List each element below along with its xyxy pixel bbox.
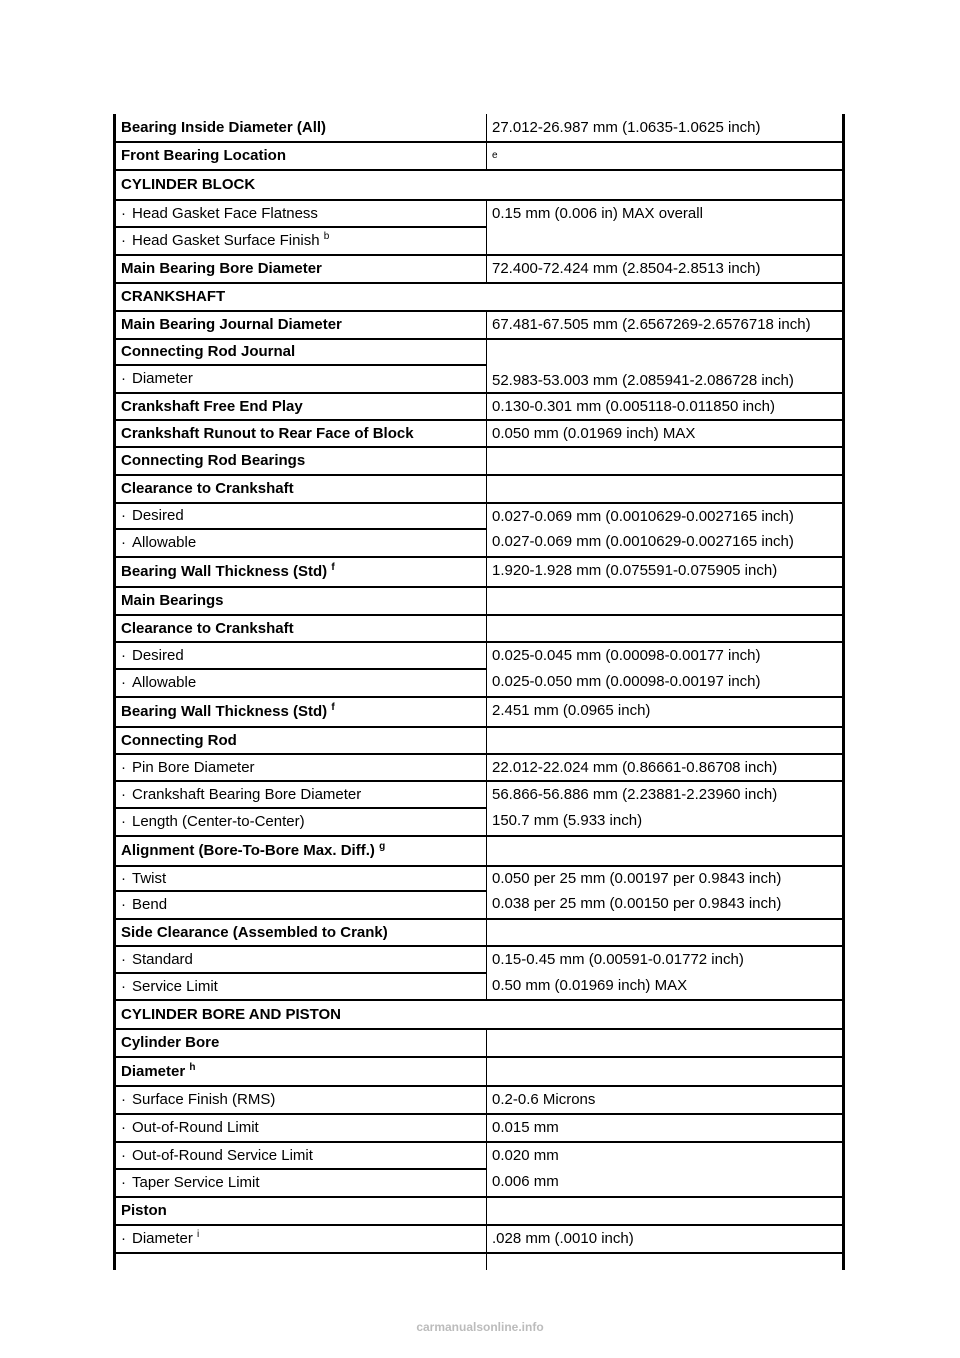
row-label — [115, 1057, 487, 1086]
row-label-text: Allowable — [132, 534, 197, 551]
row-label: Clearance to Crankshaft — [115, 615, 487, 642]
row-label-text: Twist — [132, 869, 167, 887]
table-row — [115, 339, 844, 365]
section-header-row — [115, 170, 844, 200]
table-row — [115, 114, 844, 142]
row-label — [115, 557, 487, 587]
row-label: Crankshaft Runout to Rear Face of Block — [115, 420, 487, 447]
footnote-marker: f — [331, 702, 335, 713]
bullet: · — [121, 896, 126, 913]
row-value: 0.006 mm — [487, 1169, 844, 1197]
row-value: 0.15-0.45 mm (0.00591-0.01772 inch) — [487, 946, 844, 973]
table-row — [115, 615, 844, 642]
row-label-text: Desired — [132, 646, 184, 664]
table-row — [115, 475, 844, 503]
row-label-text: Head Gasket Face Flatness — [132, 204, 318, 222]
row-value-empty — [487, 475, 844, 503]
table-row — [115, 503, 844, 529]
row-label-text: Crankshaft Bearing Bore Diameter — [132, 785, 362, 803]
row-label — [115, 642, 487, 669]
row-label-text: Pin Bore Diameter — [132, 758, 255, 776]
row-label — [115, 227, 487, 255]
row-label: Piston — [115, 1197, 487, 1225]
row-label — [115, 529, 487, 557]
table-row — [115, 529, 844, 557]
bullet: · — [121, 507, 126, 524]
table-row — [115, 393, 844, 420]
row-value-empty — [487, 1253, 844, 1270]
row-label: Cylinder Bore — [115, 1029, 487, 1057]
row-label-text: Diameter — [132, 1230, 193, 1247]
row-value: 22.012-22.024 mm (0.86661-0.86708 inch) — [487, 754, 844, 781]
row-label — [115, 1086, 487, 1114]
row-label — [115, 808, 487, 836]
bullet: · — [121, 534, 126, 551]
table-row — [115, 255, 844, 283]
row-label: Front Bearing Location — [115, 142, 487, 170]
row-label: Main Bearing Bore Diameter — [115, 255, 487, 283]
row-label-text: Service Limit — [132, 977, 218, 995]
watermark: carmanualsonline.info — [416, 1320, 544, 1334]
row-value: 0.130-0.301 mm (0.005118-0.011850 inch) — [487, 393, 844, 420]
table-row — [115, 727, 844, 754]
row-label-text: Head Gasket Surface Finish — [132, 232, 320, 249]
row-value: 0.020 mm — [487, 1142, 844, 1169]
table-row — [115, 1114, 844, 1142]
table-row — [115, 420, 844, 447]
table-row — [115, 866, 844, 891]
table-row — [115, 200, 844, 227]
row-value: 27.012-26.987 mm (1.0635-1.0625 inch) — [487, 114, 844, 142]
section-header: CRANKSHAFT — [115, 283, 844, 311]
bullet: · — [121, 1174, 126, 1191]
row-label — [115, 365, 487, 393]
row-label — [115, 1225, 487, 1253]
row-value-empty — [487, 447, 844, 475]
footnote-marker: h — [189, 1061, 196, 1073]
table-row — [115, 973, 844, 1000]
table-row — [115, 781, 844, 808]
row-value: 0.050 per 25 mm (0.00197 per 0.9843 inch) — [487, 866, 844, 891]
row-label — [115, 1114, 487, 1142]
row-value: 67.481-67.505 mm (2.6567269-2.6576718 inch) — [487, 311, 844, 339]
section-header: CYLINDER BORE AND PISTON — [115, 1000, 844, 1029]
bullet: · — [121, 204, 126, 222]
row-label — [115, 973, 487, 1000]
bullet: · — [121, 232, 126, 249]
row-label: Connecting Rod Journal — [115, 339, 487, 365]
row-label-text: Allowable — [132, 674, 197, 691]
footnote-marker: f — [331, 562, 335, 573]
bullet: · — [121, 950, 126, 968]
row-label-text: Out-of-Round Service Limit — [132, 1146, 313, 1164]
row-label — [115, 669, 487, 697]
table-row — [115, 836, 844, 866]
row-label-text: Diameter — [132, 370, 193, 387]
row-value: 0.015 mm — [487, 1114, 844, 1142]
bullet: · — [121, 370, 126, 387]
row-value: 52.983-53.003 mm (2.085941-2.086728 inch) — [487, 339, 844, 393]
table-row — [115, 697, 844, 727]
row-value: 0.025-0.045 mm (0.00098-0.00177 inch) — [487, 642, 844, 669]
row-label — [115, 836, 487, 866]
table-row — [115, 142, 844, 170]
row-value-empty — [487, 727, 844, 754]
row-value: 0.027-0.069 mm (0.0010629-0.0027165 inch) — [487, 503, 844, 529]
row-label: Crankshaft Free End Play — [115, 393, 487, 420]
row-value: 1.920-1.928 mm (0.075591-0.075905 inch) — [487, 557, 844, 587]
row-label: Side Clearance (Assembled to Crank) — [115, 919, 487, 946]
bullet: · — [121, 646, 126, 664]
table-row — [115, 946, 844, 973]
table-row — [115, 891, 844, 919]
row-label: Clearance to Crankshaft — [115, 475, 487, 503]
footnote-marker: i — [197, 1229, 200, 1240]
row-label-empty — [115, 1253, 487, 1270]
row-value: e — [487, 142, 844, 170]
bullet: · — [121, 1091, 126, 1108]
table-row-partial — [115, 1253, 844, 1270]
row-value: 56.866-56.886 mm (2.23881-2.23960 inch) — [487, 781, 844, 808]
bullet: · — [121, 758, 126, 776]
table-row — [115, 587, 844, 615]
row-label — [115, 1142, 487, 1169]
bullet: · — [121, 869, 126, 887]
row-value-empty — [487, 1029, 844, 1057]
row-value: 150.7 mm (5.933 inch) — [487, 808, 844, 836]
table-row — [115, 1197, 844, 1225]
row-label-text: Length (Center-to-Center) — [132, 813, 305, 830]
row-label-text: Alignment (Bore-To-Bore Max. Diff.) — [121, 842, 375, 859]
row-value-empty — [487, 615, 844, 642]
row-label: Bearing Inside Diameter (All) — [115, 114, 487, 142]
row-label: Connecting Rod Bearings — [115, 447, 487, 475]
row-value: .028 mm (.0010 inch) — [487, 1225, 844, 1253]
row-label — [115, 697, 487, 727]
row-label-text: Surface Finish (RMS) — [132, 1091, 276, 1108]
table-row — [115, 1225, 844, 1253]
row-label-text: Diameter — [121, 1062, 186, 1080]
row-label: Connecting Rod — [115, 727, 487, 754]
row-label-text: Bearing Wall Thickness (Std) — [121, 703, 328, 720]
table-row — [115, 557, 844, 587]
row-value: 0.050 mm (0.01969 inch) MAX — [487, 420, 844, 447]
bullet: · — [121, 1119, 126, 1136]
row-label — [115, 754, 487, 781]
row-value: 2.451 mm (0.0965 inch) — [487, 697, 844, 727]
section-header-row — [115, 1000, 844, 1029]
row-label-text: Bearing Wall Thickness (Std) — [121, 563, 328, 580]
row-value-empty — [487, 836, 844, 866]
row-value-empty — [487, 1197, 844, 1225]
table-row — [115, 754, 844, 781]
row-value-empty — [487, 587, 844, 615]
row-label — [115, 503, 487, 529]
row-value: 0.15 mm (0.006 in) MAX overall — [487, 200, 844, 255]
footnote-marker: b — [323, 231, 330, 242]
bullet: · — [121, 1146, 126, 1164]
row-label — [115, 946, 487, 973]
row-value: 0.038 per 25 mm (0.00150 per 0.9843 inch) — [487, 891, 844, 919]
table-row — [115, 1029, 844, 1057]
row-label-text: Desired — [132, 507, 184, 524]
row-label — [115, 891, 487, 919]
table-row — [115, 808, 844, 836]
row-value-empty — [487, 1057, 844, 1086]
row-value: 0.50 mm (0.01969 inch) MAX — [487, 973, 844, 1000]
row-label — [115, 1169, 487, 1197]
specification-table — [113, 114, 845, 1270]
table-row — [115, 1169, 844, 1197]
row-label — [115, 200, 487, 227]
table-row — [115, 311, 844, 339]
table-row — [115, 1057, 844, 1086]
table-row — [115, 1086, 844, 1114]
row-label-text: Out-of-Round Limit — [132, 1119, 259, 1136]
row-label-text: Bend — [132, 896, 168, 913]
table-row — [115, 919, 844, 946]
table-row — [115, 669, 844, 697]
bullet: · — [121, 977, 126, 995]
footnote-marker: g — [379, 841, 386, 852]
table-row — [115, 642, 844, 669]
bullet: · — [121, 785, 126, 803]
row-value: 0.025-0.050 mm (0.00098-0.00197 inch) — [487, 669, 844, 697]
row-value: 0.027-0.069 mm (0.0010629-0.0027165 inch) — [487, 529, 844, 557]
section-header: CYLINDER BLOCK — [115, 170, 844, 200]
row-value-empty — [487, 919, 844, 946]
row-label — [115, 781, 487, 808]
row-label — [115, 866, 487, 891]
bullet: · — [121, 674, 126, 691]
row-label-text: Standard — [132, 950, 193, 968]
row-label: Main Bearings — [115, 587, 487, 615]
row-value: 72.400-72.424 mm (2.8504-2.8513 inch) — [487, 255, 844, 283]
table-row — [115, 1142, 844, 1169]
row-label-text: Taper Service Limit — [132, 1174, 260, 1191]
row-value: 0.2-0.6 Microns — [487, 1086, 844, 1114]
section-header-row — [115, 283, 844, 311]
row-label: Main Bearing Journal Diameter — [115, 311, 487, 339]
bullet: · — [121, 813, 126, 830]
table-row — [115, 447, 844, 475]
bullet: · — [121, 1230, 126, 1247]
